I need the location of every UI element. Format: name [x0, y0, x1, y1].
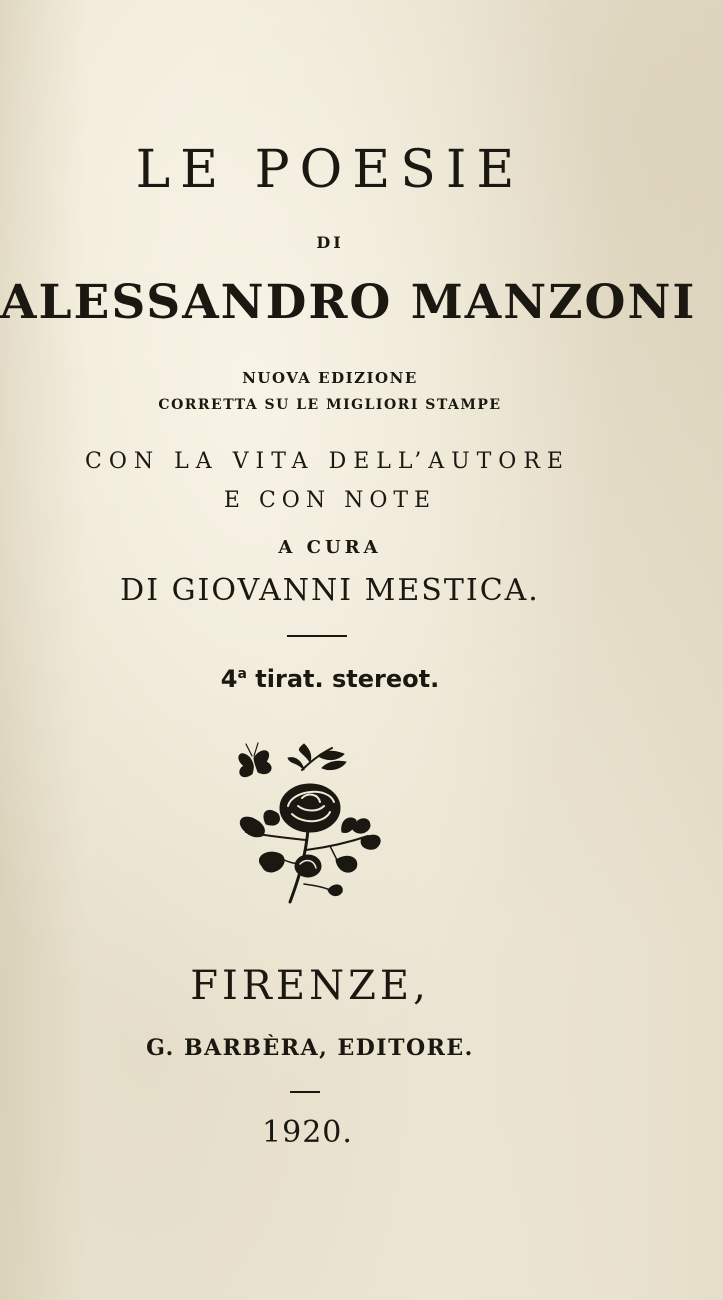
publication-year: 1920. [262, 1115, 353, 1150]
printing-superscript: a [237, 666, 247, 682]
city: FIRENZE, [190, 963, 430, 1009]
curated-by-line: A CURA [278, 537, 382, 558]
editor-name: DI GIOVANNI MESTICA. [120, 573, 540, 608]
divider-rule [287, 635, 347, 637]
notes-line: E CON NOTE [223, 488, 437, 513]
divider-rule-small [290, 1091, 320, 1093]
book-title: LE POESIE [135, 140, 525, 200]
rose-bouquet-icon [232, 740, 392, 910]
by-label: DI [316, 233, 344, 252]
publisher: G. BARBÈRA, EDITORE. [146, 1035, 474, 1061]
edition-line: NUOVA EDIZIONE [242, 369, 418, 387]
corrected-line: CORRETTA SU LE MIGLIORI STAMPE [158, 397, 502, 413]
author-name: ALESSANDRO MANZONI [0, 275, 697, 330]
life-of-author-line: CON LA VITA DELL’AUTORE [85, 449, 570, 474]
printing-text: tirat. stereot. [246, 665, 440, 693]
printing-number: 4 [220, 665, 238, 693]
printing-line [0, 665, 660, 693]
